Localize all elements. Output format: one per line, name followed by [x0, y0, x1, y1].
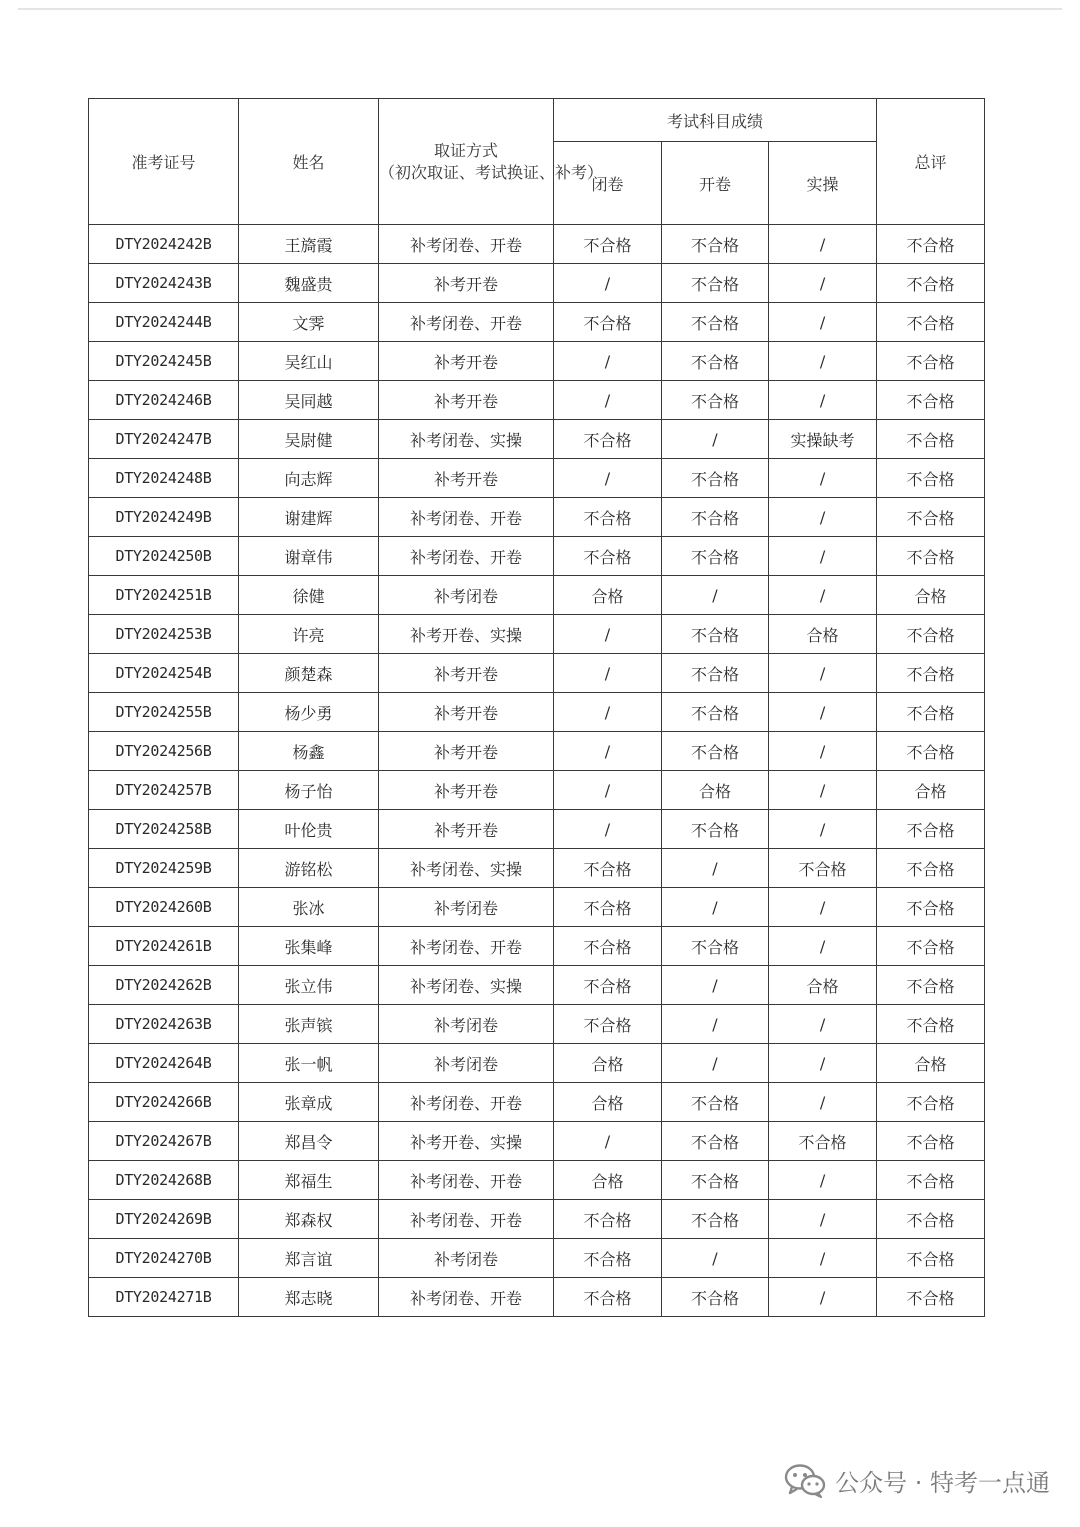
cell-open-book: 不合格	[662, 615, 769, 654]
cell-method: 补考开卷、实操	[379, 1122, 554, 1161]
cell-practical: /	[769, 654, 877, 693]
cell-name: 颜楚森	[239, 654, 379, 693]
table-body	[89, 225, 985, 1317]
cell-name: 张一帆	[239, 1044, 379, 1083]
cell-practical: /	[769, 1200, 877, 1239]
table-row	[89, 576, 985, 615]
cell-practical: /	[769, 576, 877, 615]
table-row	[89, 1083, 985, 1122]
cell-closed-book: /	[554, 381, 662, 420]
cell-practical: /	[769, 342, 877, 381]
cell-closed-book: 合格	[554, 576, 662, 615]
cell-open-book: /	[662, 966, 769, 1005]
header-closed-book: 闭卷	[554, 142, 662, 225]
cell-overall: 不合格	[877, 1083, 985, 1122]
table-row	[89, 693, 985, 732]
cell-method: 补考闭卷、开卷	[379, 927, 554, 966]
cell-open-book: 不合格	[662, 342, 769, 381]
cell-name: 吴红山	[239, 342, 379, 381]
cell-exam-id: DTY2024246B	[89, 381, 239, 420]
cell-name: 许亮	[239, 615, 379, 654]
cell-exam-id: DTY2024249B	[89, 498, 239, 537]
cell-closed-book: 不合格	[554, 420, 662, 459]
cell-name: 王旖霞	[239, 225, 379, 264]
cell-method: 补考闭卷、实操	[379, 966, 554, 1005]
table-row	[89, 498, 985, 537]
cell-method: 补考开卷	[379, 693, 554, 732]
cell-overall: 不合格	[877, 693, 985, 732]
table-row	[89, 264, 985, 303]
cell-method: 补考闭卷	[379, 1005, 554, 1044]
cell-name: 郑森权	[239, 1200, 379, 1239]
cell-closed-book: 不合格	[554, 849, 662, 888]
cell-method: 补考闭卷、开卷	[379, 537, 554, 576]
cell-exam-id: DTY2024244B	[89, 303, 239, 342]
cell-open-book: 不合格	[662, 927, 769, 966]
cell-overall: 不合格	[877, 888, 985, 927]
cell-overall: 不合格	[877, 1239, 985, 1278]
cell-method: 补考开卷	[379, 459, 554, 498]
header-method-sub: （初次取证、考试换证、补考）	[379, 162, 604, 182]
cell-overall: 不合格	[877, 1122, 985, 1161]
cell-open-book: 不合格	[662, 810, 769, 849]
cell-exam-id: DTY2024247B	[89, 420, 239, 459]
cell-name: 张章成	[239, 1083, 379, 1122]
cell-overall: 不合格	[877, 732, 985, 771]
table-row	[89, 1200, 985, 1239]
cell-method: 补考闭卷、实操	[379, 849, 554, 888]
cell-name: 郑志晓	[239, 1278, 379, 1317]
cell-exam-id: DTY2024245B	[89, 342, 239, 381]
cell-overall: 不合格	[877, 615, 985, 654]
cell-practical: 不合格	[769, 1122, 877, 1161]
header-practical: 实操	[769, 142, 877, 225]
cell-overall: 不合格	[877, 1278, 985, 1317]
table-row	[89, 420, 985, 459]
cell-exam-id: DTY2024257B	[89, 771, 239, 810]
cell-practical: /	[769, 1005, 877, 1044]
cell-method: 补考闭卷	[379, 1044, 554, 1083]
cell-overall: 不合格	[877, 849, 985, 888]
cell-open-book: 不合格	[662, 1278, 769, 1317]
cell-name: 张集峰	[239, 927, 379, 966]
cell-closed-book: /	[554, 615, 662, 654]
top-divider	[18, 8, 1062, 10]
cell-open-book: /	[662, 420, 769, 459]
cell-exam-id: DTY2024262B	[89, 966, 239, 1005]
cell-closed-book: 不合格	[554, 966, 662, 1005]
cell-open-book: 不合格	[662, 654, 769, 693]
table-row	[89, 849, 985, 888]
table-row	[89, 1044, 985, 1083]
cell-closed-book: 不合格	[554, 1239, 662, 1278]
cell-closed-book: 不合格	[554, 498, 662, 537]
cell-exam-id: DTY2024267B	[89, 1122, 239, 1161]
cell-method: 补考开卷	[379, 342, 554, 381]
cell-open-book: 不合格	[662, 537, 769, 576]
cell-method: 补考开卷	[379, 810, 554, 849]
cell-open-book: /	[662, 576, 769, 615]
cell-open-book: 不合格	[662, 498, 769, 537]
header-method-title: 取证方式	[433, 140, 498, 160]
cell-practical: /	[769, 381, 877, 420]
cell-overall: 不合格	[877, 654, 985, 693]
cell-method: 补考闭卷	[379, 888, 554, 927]
cell-closed-book: 合格	[554, 1083, 662, 1122]
cell-name: 徐健	[239, 576, 379, 615]
cell-practical: /	[769, 264, 877, 303]
cell-exam-id: DTY2024264B	[89, 1044, 239, 1083]
cell-open-book: 不合格	[662, 225, 769, 264]
cell-overall: 合格	[877, 576, 985, 615]
cell-exam-id: DTY2024254B	[89, 654, 239, 693]
table-row	[89, 1122, 985, 1161]
table-row	[89, 1278, 985, 1317]
cell-method: 补考闭卷、开卷	[379, 1161, 554, 1200]
table-row	[89, 1161, 985, 1200]
cell-method: 补考闭卷、开卷	[379, 498, 554, 537]
cell-name: 杨少勇	[239, 693, 379, 732]
cell-exam-id: DTY2024258B	[89, 810, 239, 849]
cell-closed-book: /	[554, 654, 662, 693]
cell-method: 补考开卷、实操	[379, 615, 554, 654]
cell-exam-id: DTY2024243B	[89, 264, 239, 303]
cell-practical: /	[769, 1161, 877, 1200]
cell-exam-id: DTY2024255B	[89, 693, 239, 732]
table-row	[89, 927, 985, 966]
cell-method: 补考开卷	[379, 771, 554, 810]
cell-method: 补考闭卷	[379, 576, 554, 615]
cell-overall: 不合格	[877, 810, 985, 849]
cell-method: 补考闭卷、开卷	[379, 1083, 554, 1122]
cell-practical: 实操缺考	[769, 420, 877, 459]
cell-exam-id: DTY2024242B	[89, 225, 239, 264]
cell-name: 郑福生	[239, 1161, 379, 1200]
cell-method: 补考开卷	[379, 381, 554, 420]
cell-closed-book: 不合格	[554, 1005, 662, 1044]
cell-name: 谢章伟	[239, 537, 379, 576]
cell-overall: 合格	[877, 1044, 985, 1083]
cell-open-book: /	[662, 1239, 769, 1278]
header-row-top	[89, 99, 985, 142]
cell-closed-book: /	[554, 342, 662, 381]
table-row	[89, 1005, 985, 1044]
table-row	[89, 654, 985, 693]
cell-name: 文霁	[239, 303, 379, 342]
cell-exam-id: DTY2024263B	[89, 1005, 239, 1044]
cell-practical: /	[769, 498, 877, 537]
cell-name: 叶伦贵	[239, 810, 379, 849]
cell-exam-id: DTY2024256B	[89, 732, 239, 771]
cell-overall: 不合格	[877, 225, 985, 264]
header-overall: 总评	[877, 99, 985, 225]
cell-open-book: 不合格	[662, 381, 769, 420]
cell-open-book: /	[662, 888, 769, 927]
cell-exam-id: DTY2024271B	[89, 1278, 239, 1317]
cell-practical: /	[769, 732, 877, 771]
cell-exam-id: DTY2024266B	[89, 1083, 239, 1122]
cell-name: 吴同越	[239, 381, 379, 420]
cell-closed-book: /	[554, 810, 662, 849]
cell-closed-book: /	[554, 459, 662, 498]
cell-overall: 不合格	[877, 927, 985, 966]
cell-open-book: 不合格	[662, 693, 769, 732]
cell-practical: /	[769, 1278, 877, 1317]
cell-exam-id: DTY2024268B	[89, 1161, 239, 1200]
cell-exam-id: DTY2024248B	[89, 459, 239, 498]
cell-name: 游铭松	[239, 849, 379, 888]
cell-practical: /	[769, 810, 877, 849]
cell-closed-book: 不合格	[554, 888, 662, 927]
cell-overall: 不合格	[877, 1005, 985, 1044]
cell-name: 张冰	[239, 888, 379, 927]
cell-closed-book: /	[554, 1122, 662, 1161]
cell-overall: 不合格	[877, 303, 985, 342]
cell-method: 补考闭卷、开卷	[379, 303, 554, 342]
cell-exam-id: DTY2024260B	[89, 888, 239, 927]
cell-name: 张立伟	[239, 966, 379, 1005]
table-row	[89, 771, 985, 810]
cell-name: 吴尉健	[239, 420, 379, 459]
cell-method: 补考闭卷、实操	[379, 420, 554, 459]
cell-overall: 合格	[877, 771, 985, 810]
header-method	[379, 99, 604, 225]
cell-open-book: /	[662, 849, 769, 888]
exam-results-table	[88, 98, 985, 1317]
table-row	[89, 225, 985, 264]
table-row	[89, 303, 985, 342]
cell-name: 张声镔	[239, 1005, 379, 1044]
cell-practical: 合格	[769, 966, 877, 1005]
cell-closed-book: 不合格	[554, 303, 662, 342]
cell-open-book: 不合格	[662, 303, 769, 342]
table-row	[89, 342, 985, 381]
cell-method: 补考开卷	[379, 654, 554, 693]
cell-open-book: 不合格	[662, 1083, 769, 1122]
cell-open-book: 不合格	[662, 459, 769, 498]
cell-practical: /	[769, 225, 877, 264]
cell-open-book: 不合格	[662, 1161, 769, 1200]
cell-method: 补考闭卷	[379, 1239, 554, 1278]
cell-overall: 不合格	[877, 342, 985, 381]
cell-name: 谢建辉	[239, 498, 379, 537]
cell-method: 补考闭卷、开卷	[379, 1278, 554, 1317]
cell-name: 向志辉	[239, 459, 379, 498]
cell-practical: /	[769, 771, 877, 810]
table-row	[89, 966, 985, 1005]
cell-overall: 不合格	[877, 459, 985, 498]
cell-overall: 不合格	[877, 498, 985, 537]
table-row	[89, 1239, 985, 1278]
table-row	[89, 459, 985, 498]
cell-exam-id: DTY2024253B	[89, 615, 239, 654]
cell-overall: 不合格	[877, 1200, 985, 1239]
table-row	[89, 810, 985, 849]
cell-method: 补考开卷	[379, 264, 554, 303]
cell-closed-book: 不合格	[554, 1200, 662, 1239]
cell-exam-id: DTY2024261B	[89, 927, 239, 966]
cell-closed-book: 不合格	[554, 1278, 662, 1317]
cell-closed-book: 合格	[554, 1044, 662, 1083]
cell-exam-id: DTY2024250B	[89, 537, 239, 576]
cell-exam-id: DTY2024270B	[89, 1239, 239, 1278]
cell-overall: 不合格	[877, 966, 985, 1005]
cell-open-book: 不合格	[662, 1200, 769, 1239]
cell-closed-book: 不合格	[554, 927, 662, 966]
cell-exam-id: DTY2024251B	[89, 576, 239, 615]
table-row	[89, 888, 985, 927]
cell-practical: /	[769, 1044, 877, 1083]
cell-open-book: /	[662, 1044, 769, 1083]
cell-closed-book: /	[554, 693, 662, 732]
cell-practical: 合格	[769, 615, 877, 654]
cell-overall: 不合格	[877, 420, 985, 459]
cell-practical: /	[769, 1083, 877, 1122]
cell-closed-book: 合格	[554, 1161, 662, 1200]
cell-open-book: /	[662, 1005, 769, 1044]
cell-practical: /	[769, 1239, 877, 1278]
cell-exam-id: DTY2024259B	[89, 849, 239, 888]
cell-name: 杨鑫	[239, 732, 379, 771]
cell-name: 郑昌令	[239, 1122, 379, 1161]
cell-closed-book: /	[554, 732, 662, 771]
table-row	[89, 615, 985, 654]
table-row	[89, 381, 985, 420]
cell-closed-book: /	[554, 771, 662, 810]
watermark	[783, 1462, 1050, 1498]
cell-practical: 不合格	[769, 849, 877, 888]
cell-closed-book: 不合格	[554, 537, 662, 576]
cell-exam-id: DTY2024269B	[89, 1200, 239, 1239]
table-row	[89, 732, 985, 771]
cell-method: 补考闭卷、开卷	[379, 225, 554, 264]
cell-practical: /	[769, 303, 877, 342]
cell-method: 补考闭卷、开卷	[379, 1200, 554, 1239]
wechat-icon	[783, 1462, 827, 1498]
header-name: 姓名	[239, 99, 379, 225]
cell-name: 郑言谊	[239, 1239, 379, 1278]
cell-name: 杨子怡	[239, 771, 379, 810]
cell-name: 魏盛贵	[239, 264, 379, 303]
cell-overall: 不合格	[877, 381, 985, 420]
cell-open-book: 不合格	[662, 1122, 769, 1161]
cell-practical: /	[769, 537, 877, 576]
header-open-book: 开卷	[662, 142, 769, 225]
watermark-text: 公众号 · 特考一点通	[835, 1468, 1050, 1497]
cell-practical: /	[769, 459, 877, 498]
cell-overall: 不合格	[877, 264, 985, 303]
cell-practical: /	[769, 927, 877, 966]
cell-overall: 不合格	[877, 537, 985, 576]
table-row	[89, 537, 985, 576]
header-subjects-group: 考试科目成绩	[554, 99, 877, 142]
cell-method: 补考开卷	[379, 732, 554, 771]
cell-overall: 不合格	[877, 1161, 985, 1200]
cell-practical: /	[769, 888, 877, 927]
cell-closed-book: 不合格	[554, 225, 662, 264]
cell-open-book: 合格	[662, 771, 769, 810]
cell-open-book: 不合格	[662, 732, 769, 771]
header-exam-id: 准考证号	[89, 99, 239, 225]
cell-open-book: 不合格	[662, 264, 769, 303]
cell-closed-book: /	[554, 264, 662, 303]
cell-practical: /	[769, 693, 877, 732]
